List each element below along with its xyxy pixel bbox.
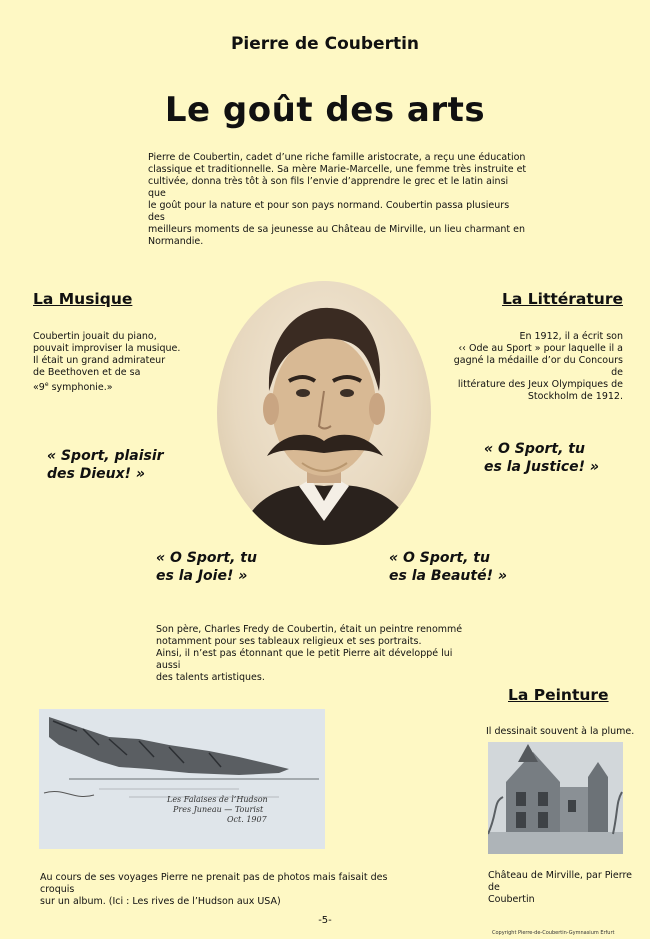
copyright: Copyright Pierre-de-Coubertin-Gymnasium Erfurt [492,930,615,936]
intro-line: classique et traditionnelle. Sa mère Marie-Marcelle, une femme très instruite et [148,164,527,175]
intro-line: cultivée, donna très tôt à son fils l’envie d’apprendre le grec et le latin ainsi que [148,176,509,199]
quote-line: es la Beauté! » [389,568,507,584]
intro-line: meilleurs moments de sa jeunesse au Château de Mirville, un lieu charmant en [148,224,526,235]
musique-line-start: «9 [33,382,45,394]
sketch-drawing [39,709,325,849]
intro-paragraph [148,152,528,248]
chateau-drawing [488,742,623,854]
peinture-text: Il dessinait souvent à la plume. [486,726,635,737]
litterature-heading: La Littérature [502,290,623,308]
page-title: Le goût des arts [164,90,486,130]
inscription-line: Les Falaises de l’Hudson [167,795,268,804]
inscription-line: Pres Juneau — Tourist [173,805,264,814]
quote-line: « Sport, plaisir [47,448,164,464]
quote-line: des Dieux! » [47,466,145,482]
portrait-drawing [217,281,431,545]
quote-beaute [389,549,507,585]
quote-line: « O Sport, tu [156,550,257,566]
inscription-line: Oct. 1907 [227,815,267,824]
quote-line: es la Justice! » [484,459,599,475]
musique-heading: La Musique [33,290,133,308]
caption-line: Coubertin [488,894,535,905]
quote-plaisir [47,447,164,483]
intro-line: Pierre de Coubertin, cadet d’une riche famille aristocrate, a reçu une éducation [148,152,526,163]
musique-line: Coubertin jouait du piano, [33,331,157,342]
litterature-line: ‹‹ Ode au Sport » pour laquelle il a [458,343,623,354]
pere-line: Son père, Charles Fredy de Coubertin, était un peintre renommé [156,624,463,635]
caption-line: sur un album. (Ici : Les rives de l’Hudson aux USA) [40,896,281,907]
litterature-line: gagné la médaille d’or du Concours de [453,355,623,378]
quote-line: « O Sport, tu [484,441,585,457]
pere-line: notamment pour ses tableaux religieux et ses portraits. [156,636,422,647]
quote-line: es la Joie! » [156,568,248,584]
quote-justice [484,440,599,476]
pere-line: des talents artistiques. [156,672,265,683]
musique-line: de Beethoven et de sa [33,367,141,378]
litterature-line: littérature des Jeux Olympiques de [457,379,623,390]
caption-line: Au cours de ses voyages Pierre ne prenait pas de photos mais faisait des croquis [40,872,388,895]
caption-line: Château de Mirville, par Pierre de [488,870,633,893]
musique-text [33,331,203,394]
chateau-caption [488,870,638,906]
coubertin-portrait [217,281,431,545]
musique-line-end: symphonie.» [48,382,113,394]
intro-line: Normandie. [148,236,204,247]
quote-line: « O Sport, tu [389,550,490,566]
sketch-inscription [167,795,268,825]
pere-paragraph [156,624,476,684]
musique-line: pouvait improviser la musique. [33,343,181,354]
litterature-line: En 1912, il a écrit son [519,331,623,342]
litterature-line: Stockholm de 1912. [527,391,623,402]
litterature-text [443,331,623,403]
page-subtitle: Pierre de Coubertin [230,34,420,54]
musique-line: Il était un grand admirateur [33,355,166,366]
chateau-svg [488,742,623,854]
quote-joie [156,549,257,585]
hudson-sketch [39,709,325,849]
musique-line [33,379,203,394]
pere-line: Ainsi, il n’est pas étonnant que le petit Pierre ait développé lui aussi [156,648,453,671]
sketch-caption [40,872,420,908]
musique-sup: e [44,381,49,388]
intro-line: le goût pour la nature et pour son pays normand. Coubertin passa plusieurs des [148,200,510,223]
peinture-heading: La Peinture [508,686,609,704]
page-number: -5- [318,915,332,926]
